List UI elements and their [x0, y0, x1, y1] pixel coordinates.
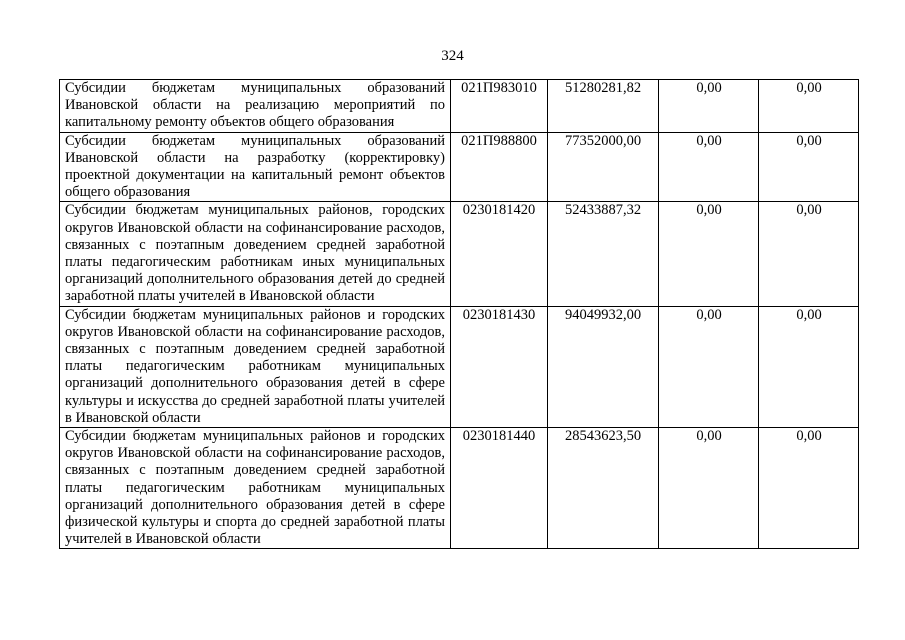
row-value-3: 0,00: [759, 306, 859, 427]
row-code: 0230181430: [451, 306, 548, 427]
row-code: 021П983010: [451, 80, 548, 133]
table-row: [60, 132, 859, 202]
row-value-3: 0,00: [759, 80, 859, 133]
row-value-2: 0,00: [659, 80, 759, 133]
row-description: Субсидии бюджетам муниципальных районов, городских округов Ивановской области на софинансирование расходов, связанных с поэтапным доведением средней заработной платы педагогическим работникам иных муниципальных организаций дополнительного образования детей до средней заработной платы учителей в Ивановской области: [60, 202, 451, 306]
row-value-3: 0,00: [759, 132, 859, 202]
row-value-2: 0,00: [659, 132, 759, 202]
row-amount: 28543623,50: [548, 428, 659, 549]
row-description: Субсидии бюджетам муниципальных районов и городских округов Ивановской области на софинансирование расходов, связанных с поэтапным доведением средней заработной платы педагогическим работникам муниципальных организаций дополнительного образования детей в сфере физической культуры и спорта до средней заработной платы учителей в Ивановской области: [60, 428, 451, 549]
row-value-2: 0,00: [659, 428, 759, 549]
row-amount: 52433887,32: [548, 202, 659, 306]
row-amount: 77352000,00: [548, 132, 659, 202]
row-value-3: 0,00: [759, 202, 859, 306]
row-code: 0230181440: [451, 428, 548, 549]
table-row: [60, 306, 859, 427]
page-number: 324: [441, 48, 464, 64]
row-value-3: 0,00: [759, 428, 859, 549]
row-description: Субсидии бюджетам муниципальных образований Ивановской области на разработку (корректировку) проектной документации на капитальный ремонт объектов общего образования: [60, 132, 451, 202]
table-row: [60, 202, 859, 306]
row-code: 021П988800: [451, 132, 548, 202]
row-description: Субсидии бюджетам муниципальных образований Ивановской области на реализацию мероприятий по капитальному ремонту объектов общего образования: [60, 80, 451, 133]
row-code: 0230181420: [451, 202, 548, 306]
table-row: [60, 80, 859, 133]
row-description: Субсидии бюджетам муниципальных районов и городских округов Ивановской области на софинансирование расходов, связанных с поэтапным доведением средней заработной платы педагогическим работникам муниципальных организаций дополнительного образования детей в сфере культуры и искусства до средней заработной платы учителей в Ивановской области: [60, 306, 451, 427]
row-value-2: 0,00: [659, 202, 759, 306]
table-row: [60, 428, 859, 549]
row-amount: 51280281,82: [548, 80, 659, 133]
row-amount: 94049932,00: [548, 306, 659, 427]
row-value-2: 0,00: [659, 306, 759, 427]
budget-table: [59, 79, 859, 549]
